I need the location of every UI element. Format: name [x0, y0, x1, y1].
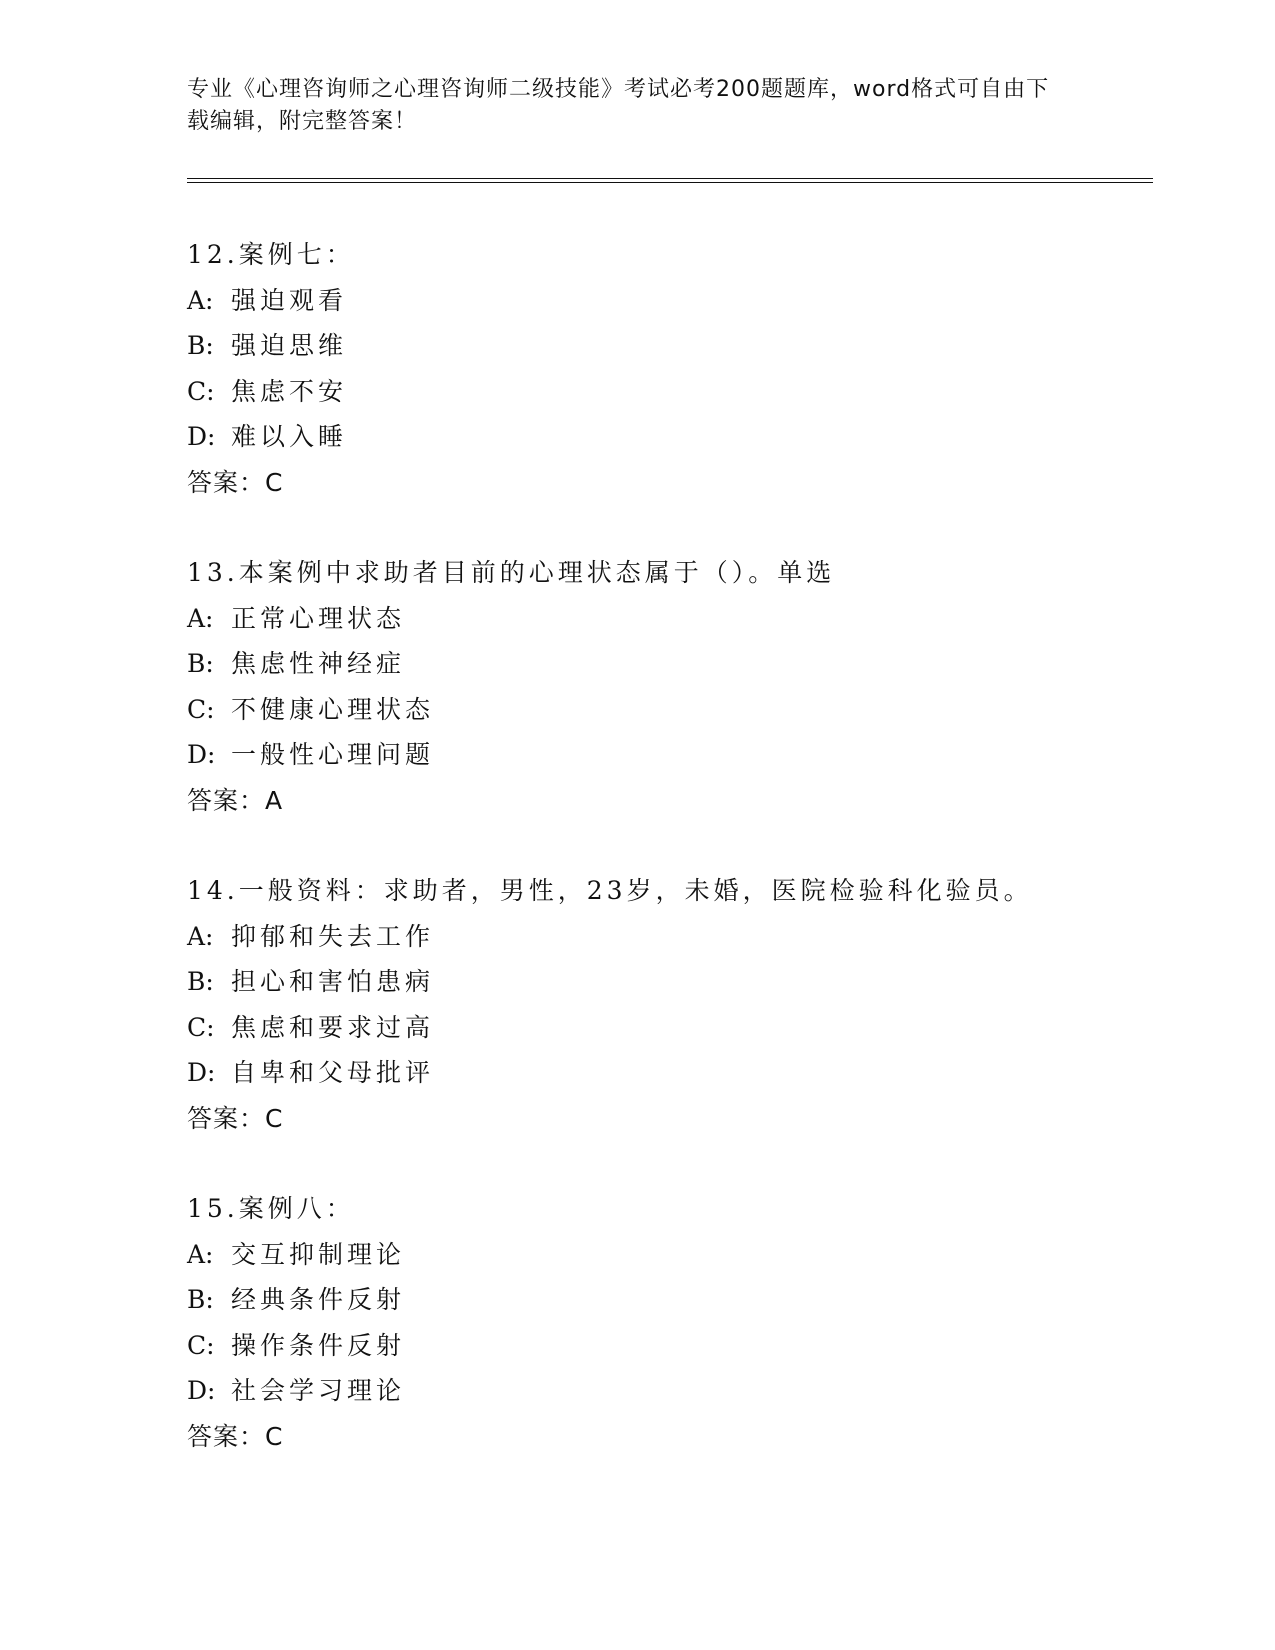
option-text: 抑郁和失去工作 — [231, 921, 435, 951]
option-b — [187, 1277, 1147, 1323]
document-header: 专业《心理咨询师之心理咨询师二级技能》考试必考200题题库，word格式可自由下载编辑，附完整答案！ — [187, 77, 1050, 134]
option-text: 难以入睡 — [231, 422, 348, 451]
option-text: 交互抑制理论 — [231, 1239, 406, 1269]
option-letter: D: — [187, 1058, 216, 1087]
option-d — [187, 1050, 1147, 1096]
option-letter: C: — [187, 1012, 215, 1042]
answer-value: C — [265, 1421, 284, 1451]
option-letter: D: — [187, 422, 216, 451]
option-text: 焦虑和要求过高 — [231, 1012, 435, 1042]
question-text: 案例八： — [238, 1194, 355, 1223]
question-14 — [187, 868, 1147, 1141]
option-letter: A: — [187, 1239, 214, 1269]
option-letter: A: — [187, 603, 214, 633]
option-letter: A: — [187, 285, 214, 315]
question-13 — [187, 550, 1147, 823]
option-letter: D: — [187, 740, 216, 769]
question-12 — [187, 232, 1147, 505]
answer-value: A — [265, 785, 284, 815]
question-number: 13. — [187, 558, 239, 587]
option-a — [187, 596, 1147, 642]
answer — [187, 778, 1147, 824]
option-letter: B: — [187, 331, 214, 360]
option-a — [187, 278, 1147, 324]
option-text: 焦虑性神经症 — [231, 649, 406, 678]
option-letter: B: — [187, 967, 214, 996]
question-number: 14. — [187, 876, 239, 905]
option-c — [187, 687, 1147, 733]
question-text: 案例七： — [238, 240, 355, 269]
option-c — [187, 1005, 1147, 1051]
answer-label: 答案： — [187, 1103, 266, 1133]
answer — [187, 1414, 1147, 1460]
option-letter: B: — [187, 649, 214, 678]
option-d — [187, 732, 1147, 778]
option-d — [187, 414, 1147, 460]
question-15 — [187, 1186, 1147, 1459]
question-stem — [187, 1186, 1147, 1232]
option-a — [187, 1232, 1147, 1278]
option-text: 经典条件反射 — [231, 1285, 406, 1314]
answer-label: 答案： — [187, 1421, 266, 1451]
option-text: 自卑和父母批评 — [231, 1058, 435, 1087]
answer-value: C — [265, 1103, 284, 1133]
option-c — [187, 1323, 1147, 1369]
option-letter: C: — [187, 694, 215, 724]
option-text: 担心和害怕患病 — [231, 967, 435, 996]
question-number: 12. — [187, 240, 239, 269]
question-number: 15. — [187, 1194, 239, 1223]
option-a — [187, 914, 1147, 960]
option-c — [187, 369, 1147, 415]
answer — [187, 1096, 1147, 1142]
option-letter: A: — [187, 921, 214, 951]
option-letter: D: — [187, 1376, 216, 1405]
option-d — [187, 1368, 1147, 1414]
question-stem — [187, 232, 1147, 278]
option-b — [187, 323, 1147, 369]
answer-label: 答案： — [187, 467, 266, 497]
option-text: 正常心理状态 — [231, 603, 406, 633]
answer — [187, 460, 1147, 506]
option-text: 强迫观看 — [231, 285, 348, 315]
option-b — [187, 959, 1147, 1005]
option-text: 强迫思维 — [231, 331, 348, 360]
question-stem — [187, 868, 1147, 914]
question-stem — [187, 550, 1147, 596]
header-divider-bottom — [187, 182, 1153, 183]
option-text: 社会学习理论 — [231, 1376, 406, 1405]
option-letter: C: — [187, 1330, 215, 1360]
header-divider-top — [187, 178, 1153, 179]
option-text: 一般性心理问题 — [231, 740, 435, 769]
option-text: 焦虑不安 — [231, 376, 348, 406]
question-text: 本案例中求助者目前的心理状态属于（）。单选 — [238, 558, 836, 587]
option-letter: B: — [187, 1285, 214, 1314]
option-letter: C: — [187, 376, 215, 406]
option-text: 操作条件反射 — [231, 1330, 406, 1360]
option-text: 不健康心理状态 — [231, 694, 435, 724]
answer-label: 答案： — [187, 785, 266, 815]
question-text: 一般资料：求助者，男性，23岁，未婚，医院检验科化验员。 — [238, 876, 1033, 905]
answer-value: C — [265, 467, 284, 497]
option-b — [187, 641, 1147, 687]
